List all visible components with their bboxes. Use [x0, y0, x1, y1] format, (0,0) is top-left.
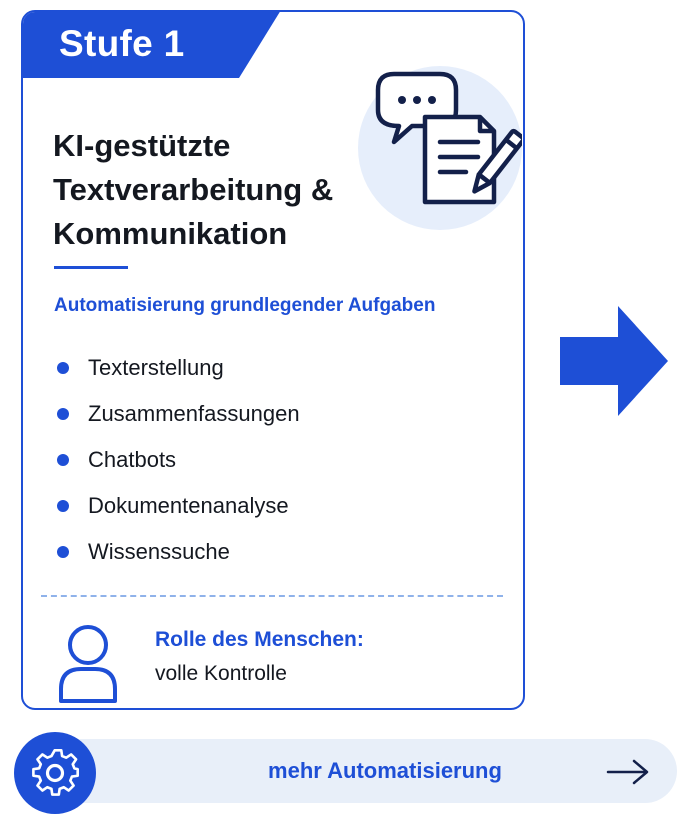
role-value: volle Kontrolle — [155, 662, 287, 685]
stage-card — [21, 10, 525, 710]
title-underline — [54, 266, 128, 269]
gear-icon — [14, 732, 96, 814]
stage-tab — [21, 10, 281, 78]
stage-label: Stufe 1 — [59, 23, 185, 64]
arrow-right-icon — [606, 758, 650, 786]
automation-label: mehr Automatisierung — [268, 758, 502, 783]
card-title-line: Textverarbeitung & — [53, 172, 334, 207]
card-subtitle: Automatisierung grundlegender Aufgaben — [54, 295, 436, 316]
task-item — [53, 440, 300, 486]
bullet-dot — [57, 362, 69, 374]
task-label: Zusammenfassungen — [88, 401, 300, 426]
bullet-dot — [57, 546, 69, 558]
task-item — [53, 394, 300, 440]
card-title-line: Kommunikation — [53, 216, 288, 251]
bullet-dot — [57, 454, 69, 466]
person-icon — [57, 623, 119, 705]
task-item — [53, 348, 300, 394]
task-item — [53, 532, 300, 578]
bullet-dot — [57, 500, 69, 512]
task-item — [53, 486, 300, 532]
task-label: Dokumentenanalyse — [88, 493, 289, 518]
automation-bar — [40, 739, 677, 803]
card-title — [53, 124, 383, 256]
card-title-line: KI-gestützte — [53, 128, 231, 163]
task-label: Texterstellung — [88, 355, 224, 380]
role-heading: Rolle des Menschen: — [155, 628, 364, 651]
arrow-right-icon — [560, 306, 668, 416]
dotted-divider — [41, 595, 503, 597]
task-label: Chatbots — [88, 447, 177, 472]
task-label: Wissenssuche — [88, 539, 230, 564]
task-list — [53, 348, 300, 578]
bullet-dot — [57, 408, 69, 420]
